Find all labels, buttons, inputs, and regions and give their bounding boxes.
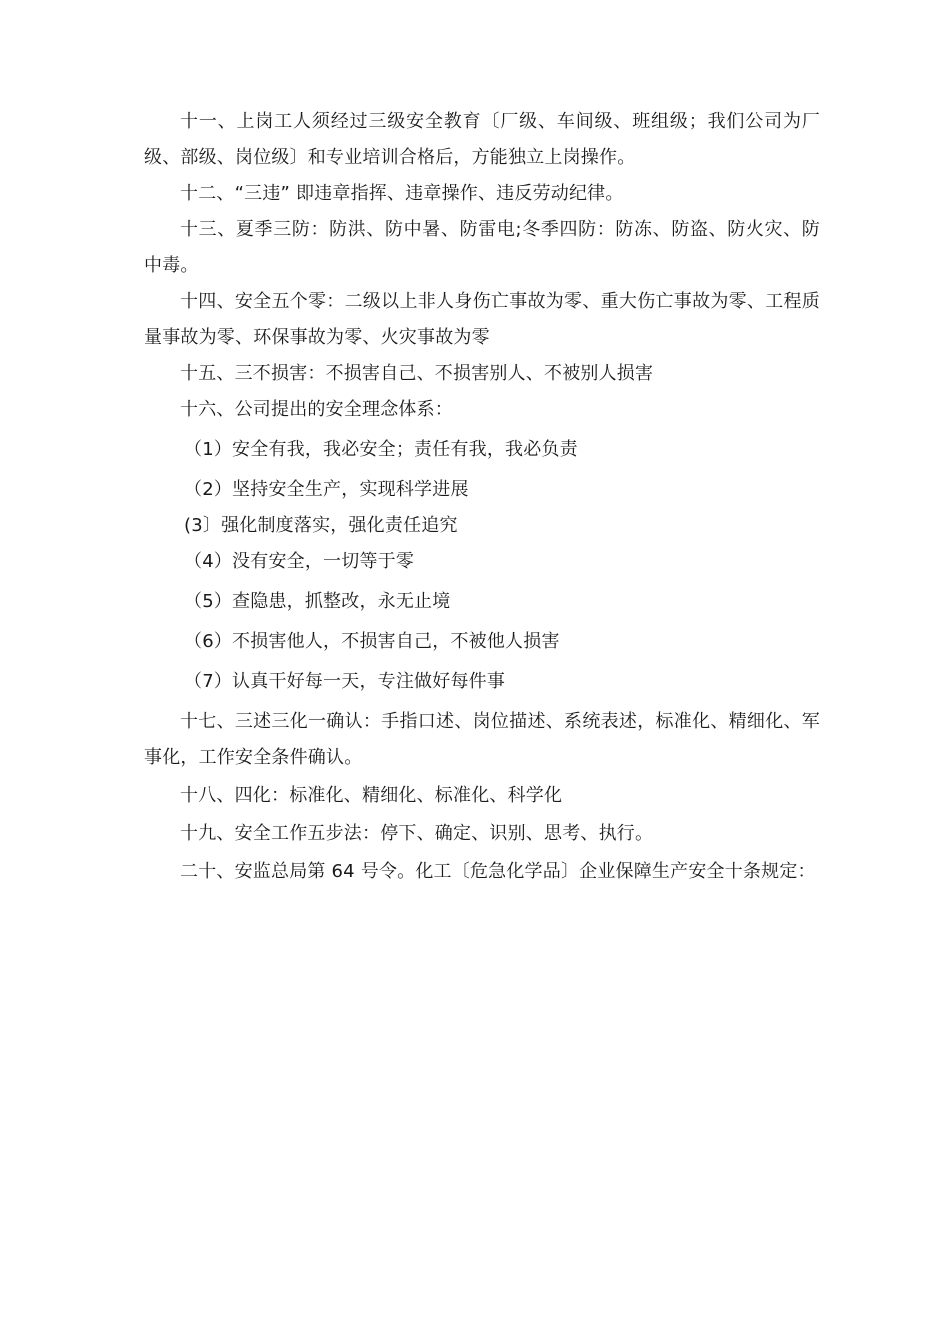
paragraph-14: 十四、安全五个零：二级以上非人身伤亡事故为零、重大伤亡事故为零、工程质量事故为零、环保事故为零、火灾事故为零 (144, 291, 820, 348)
paragraph-11: 十一、上岗工人须经过三级安全教育〔厂级、车间级、班组级；我们公司为厂级、部级、岗位级〕和专业培训合格后，方能独立上岗操作。 (144, 111, 820, 168)
safety-concept-list (144, 432, 820, 700)
concept-item-5: （5）查隐患，抓整改，永无止境 (184, 591, 451, 612)
paragraph-17: 十七、三述三化一确认：手指口述、岗位描述、系统表述，标准化、精细化、军事化，工作安全条件确认。 (144, 711, 820, 768)
concept-item-7: （7）认真干好每一天，专注做好每件事 (184, 671, 506, 692)
concept-item-6: （6）不损害他人，不损害自己，不被他人损害 (184, 631, 560, 652)
paragraph-16: 十六、公司提出的安全理念体系： (180, 399, 453, 420)
document-body (144, 104, 820, 890)
paragraph-12: 十二、“三违” 即违章指挥、违章操作、违反劳动纪律。 (180, 183, 624, 204)
concept-item-1: （1）安全有我，我必安全；责任有我，我必负责 (184, 439, 578, 460)
concept-item-2: （2）坚持安全生产，实现科学进展 (184, 479, 469, 500)
paragraph-15: 十五、三不损害：不损害自己、不损害别人、不被别人损害 (180, 363, 654, 384)
paragraph-18: 十八、四化：标准化、精细化、标准化、科学化 (180, 785, 563, 806)
paragraph-20: 二十、安监总局第 64 号令。化工〔危急化学品〕企业保障生产安全十条规定： (180, 861, 816, 882)
concept-item-4: （4）没有安全，一切等于零 (184, 551, 415, 572)
paragraph-19: 十九、安全工作五步法：停下、确定、识别、思考、执行。 (180, 823, 654, 844)
concept-item-3: (3〕强化制度落实，强化责任追究 (184, 515, 458, 536)
paragraph-13: 十三、夏季三防：防洪、防中暑、防雷电;冬季四防：防冻、防盗、防火灾、防中毒。 (144, 219, 820, 276)
